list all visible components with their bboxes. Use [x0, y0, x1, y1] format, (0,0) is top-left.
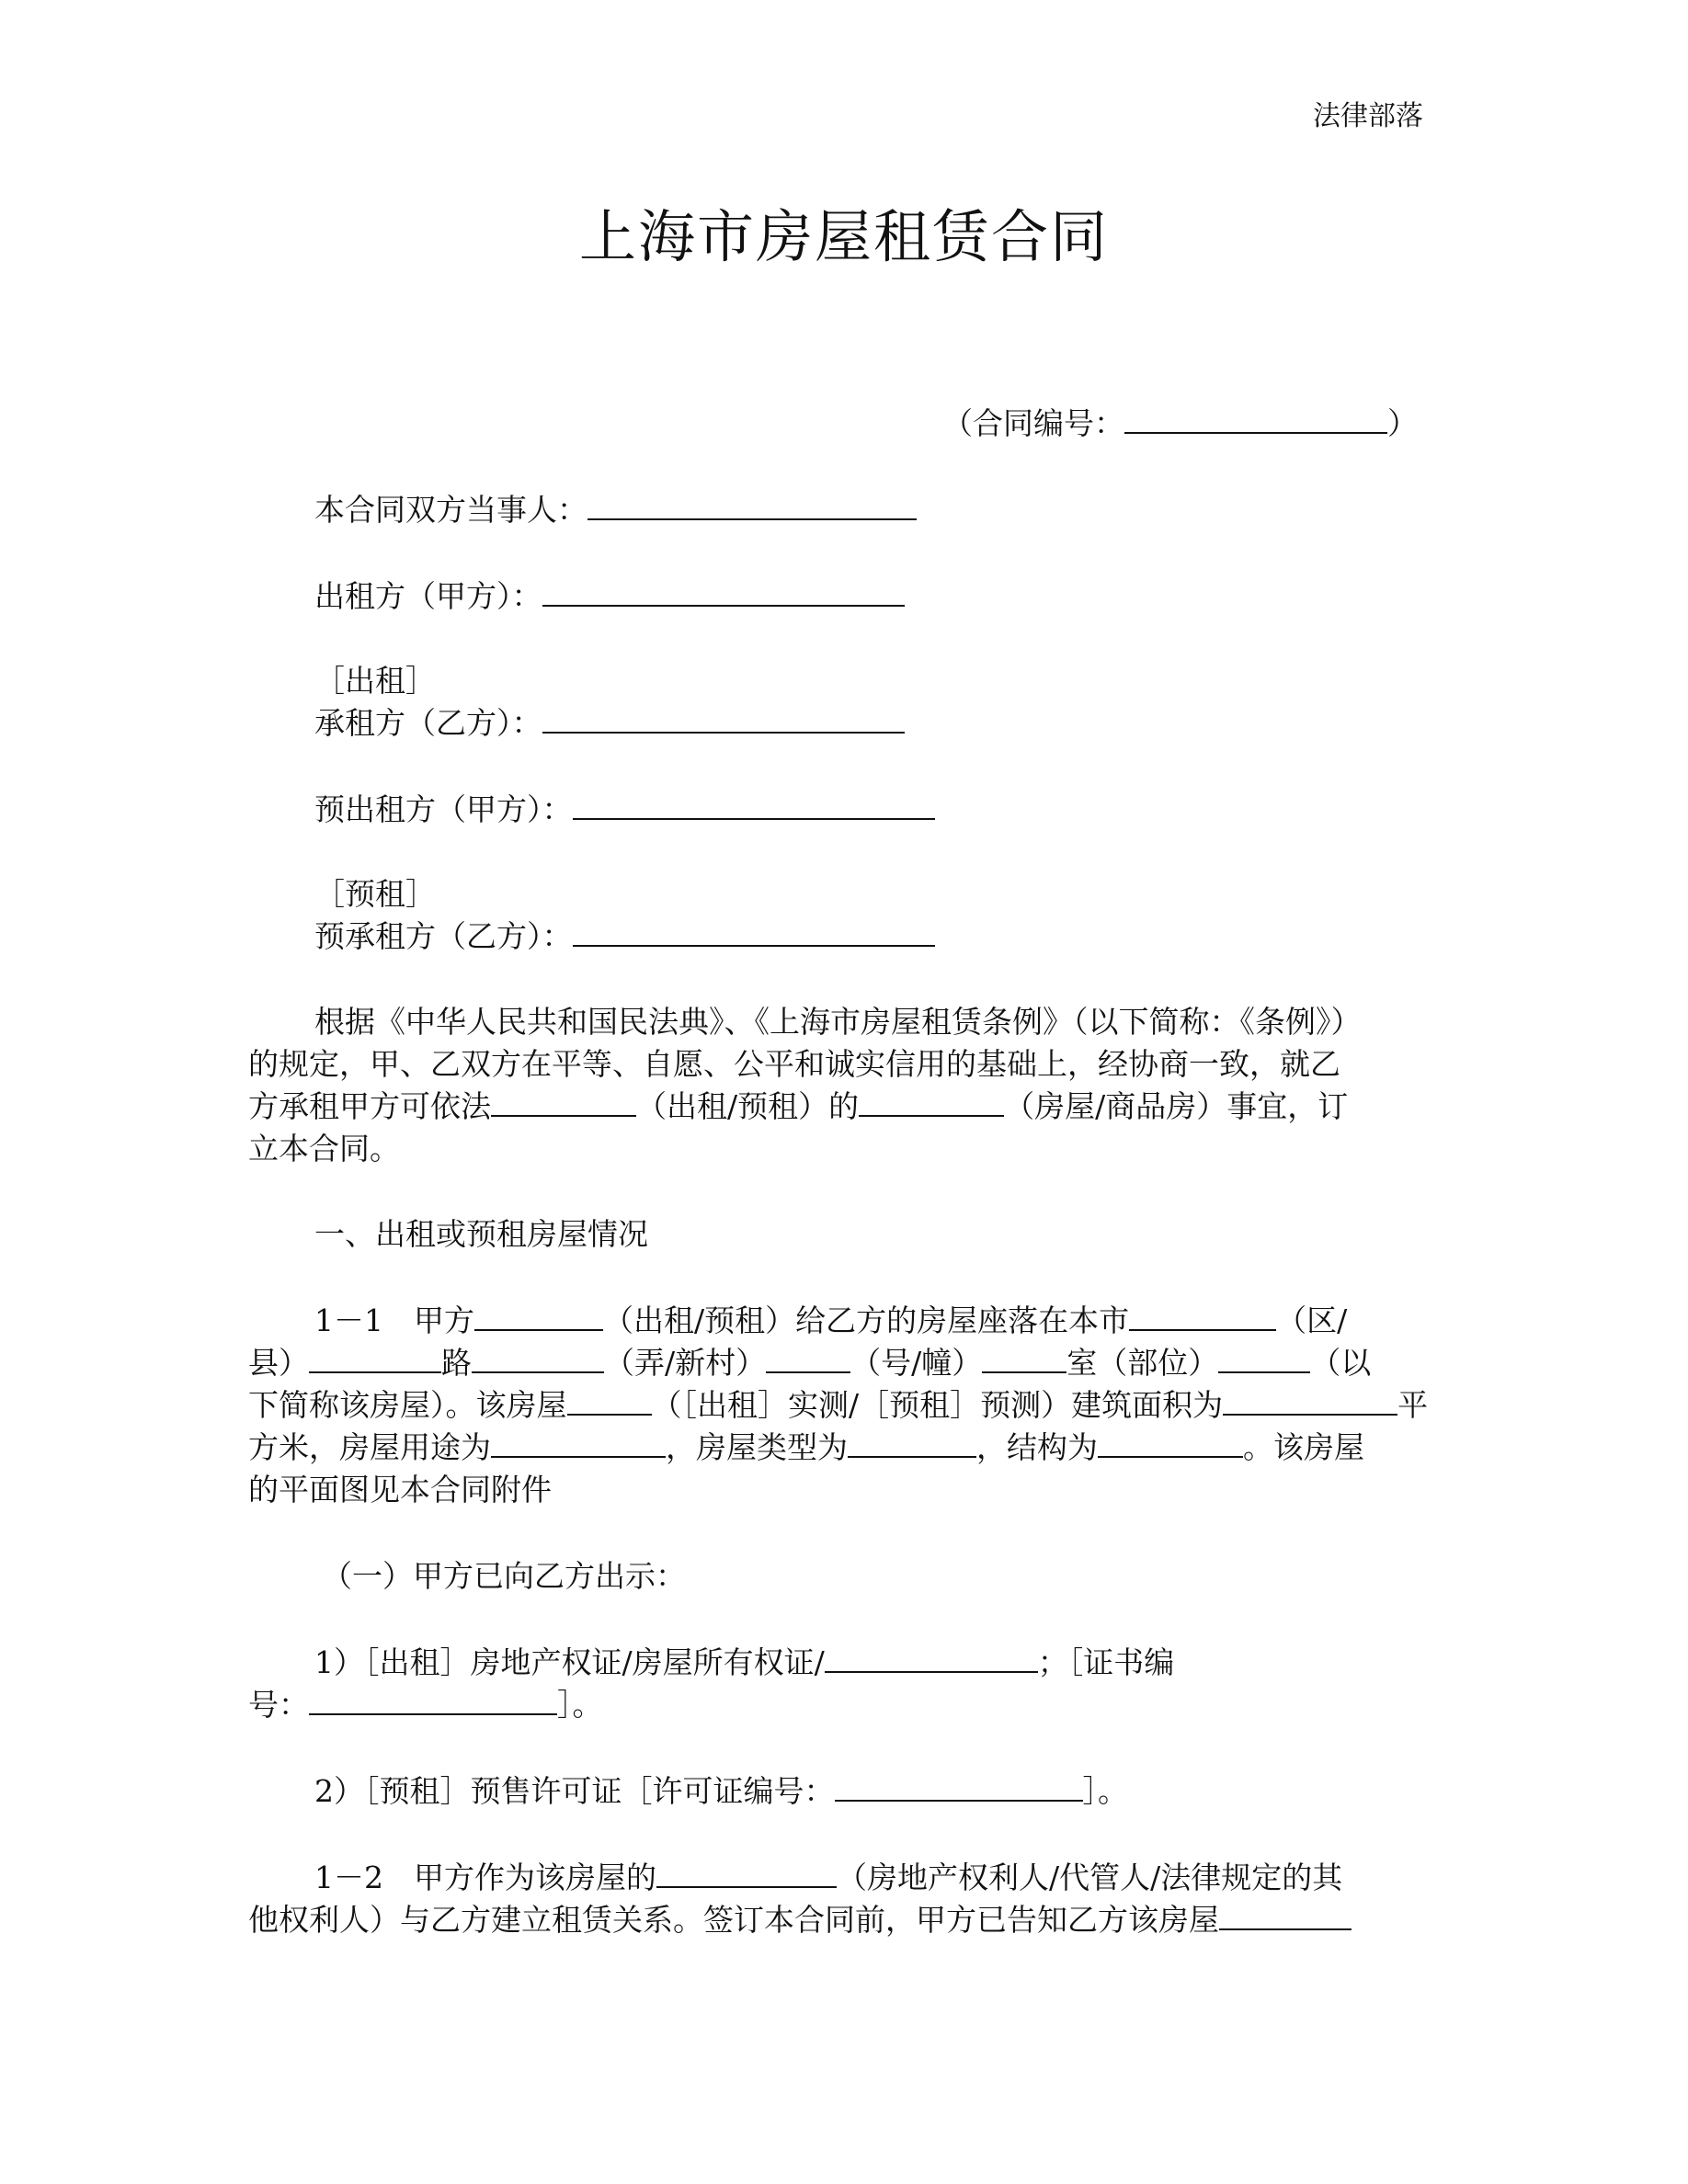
document-title: 上海市房屋租赁合同 — [578, 203, 1109, 270]
section-1-heading: 一、出租或预租房屋情况 — [314, 1216, 648, 1252]
preamble-line-3: 方承租甲方可依法 （出租/预租）的 （房屋/商品房）事宜，订 — [248, 1088, 1349, 1124]
clause-1-1-lease-blank[interactable] — [474, 1303, 603, 1331]
prelease-tag: ［预租］ — [314, 876, 436, 912]
both-parties-blank[interactable] — [587, 493, 917, 520]
clause-1-1-line-4: 方米，房屋用途为 ，房屋类型为 ，结构为 。该房屋 — [248, 1429, 1364, 1465]
floor-area-blank[interactable] — [1223, 1388, 1397, 1416]
clause-1-1-line-5: 的平面图见本合同附件 — [248, 1472, 552, 1507]
lease-tag: ［出租］ — [314, 663, 436, 699]
district-blank[interactable] — [1129, 1303, 1276, 1331]
pre-lessor-line: 预出租方（甲方）： — [314, 789, 935, 831]
pre-lessor-blank[interactable] — [573, 792, 935, 820]
lessor-blank[interactable] — [542, 579, 905, 607]
publisher-header: 法律部落 — [1313, 100, 1423, 132]
lessor-line: 出租方（甲方）： — [314, 575, 905, 618]
road-blank[interactable] — [472, 1346, 604, 1373]
usage-blank[interactable] — [491, 1430, 666, 1458]
clause-1-2-line-2: 他权利人）与乙方建立租赁关系。签订本合同前，甲方已告知乙方该房屋 — [248, 1899, 1352, 1941]
lane-blank[interactable] — [766, 1346, 850, 1373]
shown-item-2: 2）［预租］预售许可证［许可证编号： ］。 — [314, 1773, 1128, 1809]
house-type-blank[interactable] — [848, 1430, 976, 1458]
structure-blank[interactable] — [1098, 1430, 1243, 1458]
clause-1-1-line-1: 1－1 甲方 （出租/预租）给乙方的房屋座落在本市 （区/ — [314, 1302, 1348, 1338]
clause-1-1-line-2: 县） 路 （弄/新村） （号/幢） 室（部位） （以 — [248, 1345, 1372, 1381]
house-condition-blank[interactable] — [1219, 1903, 1352, 1930]
lease-type-blank[interactable] — [491, 1089, 636, 1117]
lessor-status-blank[interactable] — [656, 1860, 837, 1888]
pre-lessee-line: 预承租方（乙方）： — [314, 916, 935, 958]
preamble-line-1: 根据《中华人民共和国民法典》、《上海市房屋租赁条例》（以下简称：《条例》） — [314, 1004, 1362, 1040]
both-parties-line: 本合同双方当事人： — [314, 489, 917, 531]
preamble-line-4: 立本合同。 — [248, 1131, 400, 1166]
preamble-line-2: 的规定，甲、乙双方在平等、自愿、公平和诚实信用的基础上，经协商一致，就乙 — [248, 1046, 1340, 1082]
property-type-blank[interactable] — [859, 1089, 1004, 1117]
contract-number-blank[interactable] — [1124, 406, 1387, 434]
shown-item-1-line-1: 1）［出租］房地产权证/房屋所有权证/ ；［证书编 — [314, 1644, 1175, 1680]
permit-number-blank[interactable] — [835, 1774, 1083, 1802]
county-blank[interactable] — [309, 1346, 441, 1373]
clause-1-1-line-3: 下简称该房屋）。该房屋 （［出租］实测/［预租］预测）建筑面积为 平 — [248, 1387, 1429, 1423]
shown-item-1-line-2: 号： ］。 — [248, 1687, 603, 1723]
pre-lessee-blank[interactable] — [573, 919, 935, 947]
clause-1-2-line-1: 1－2 甲方作为该房屋的 （房地产权利人/代管人/法律规定的其 — [314, 1860, 1343, 1895]
building-blank[interactable] — [982, 1346, 1066, 1373]
lessee-blank[interactable] — [542, 706, 905, 734]
certificate-type-blank[interactable] — [825, 1645, 1038, 1673]
lessee-line: 承租方（乙方）： — [314, 702, 905, 745]
measure-type-blank[interactable] — [567, 1388, 652, 1416]
contract-number-line: （合同编号： ） — [942, 405, 1418, 441]
shown-heading: （一）甲方已向乙方出示： — [322, 1558, 686, 1594]
certificate-number-blank[interactable] — [309, 1688, 557, 1715]
room-blank[interactable] — [1218, 1346, 1310, 1373]
